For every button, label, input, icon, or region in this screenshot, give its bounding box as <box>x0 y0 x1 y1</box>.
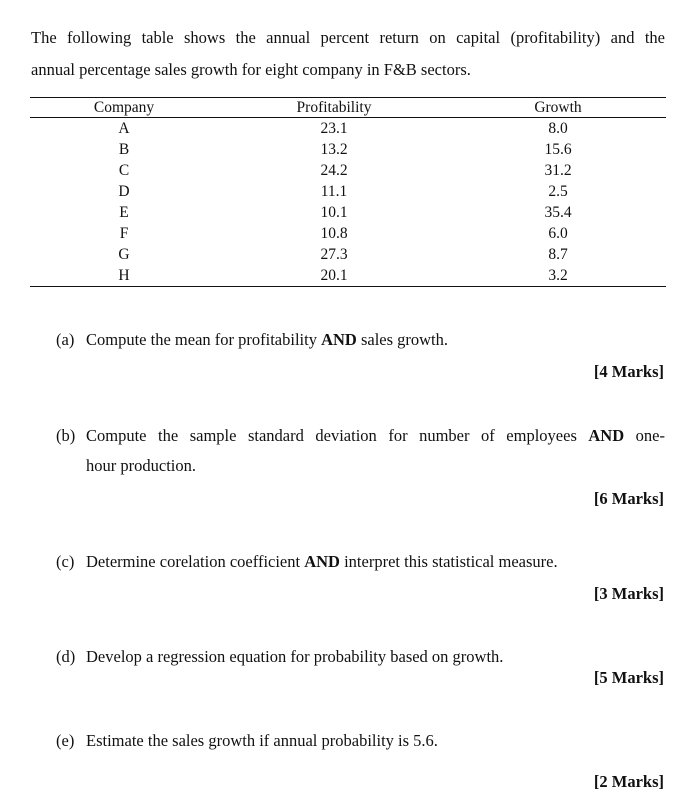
header-company: Company <box>30 98 218 118</box>
question-text: one- <box>624 426 665 445</box>
cell-growth: 6.0 <box>548 225 568 242</box>
cell-growth: 8.7 <box>548 246 568 263</box>
cell-profitability: 24.2 <box>320 162 348 179</box>
question-e <box>56 726 665 756</box>
cell-company: D <box>118 183 130 200</box>
cell-growth: 15.6 <box>544 141 572 158</box>
cell-profitability: 23.1 <box>320 120 348 137</box>
cell-growth: 31.2 <box>544 162 572 179</box>
cell-company: E <box>119 204 129 221</box>
cell-company: G <box>118 246 130 263</box>
marks-c: [3 Marks] <box>593 584 664 603</box>
marks-e: [2 Marks] <box>593 772 664 791</box>
header-growth: Growth <box>450 98 666 118</box>
question-d <box>56 642 665 672</box>
intro-line-1: The following table shows the annual percent return on capital (profitability) and the <box>31 28 665 47</box>
marks-a: [4 Marks] <box>593 362 664 381</box>
question-text: Compute the sample standard deviation for number of employees <box>86 426 589 445</box>
question-text: sales growth. <box>356 330 449 349</box>
cell-profitability: 27.3 <box>320 246 348 263</box>
cell-profitability: 20.1 <box>218 265 450 287</box>
question-label: (d) <box>56 647 76 666</box>
question-line-1 <box>56 421 665 451</box>
cell-company: A <box>118 120 130 137</box>
data-table-container <box>30 97 666 287</box>
data-table <box>30 97 666 287</box>
question-label: (c) <box>56 552 75 571</box>
question-c <box>56 547 665 577</box>
question-line-2: hour production. <box>86 456 196 475</box>
table-row <box>30 160 666 181</box>
cell-growth: 35.4 <box>544 204 572 221</box>
marks-d: [5 Marks] <box>593 668 664 687</box>
intro-line-2: annual percentage sales growth for eight company in F&B sectors. <box>31 60 471 79</box>
cell-profitability: 13.2 <box>320 141 348 158</box>
question-label: (e) <box>56 731 75 750</box>
question-text: interpret this statistical measure. <box>339 552 558 571</box>
table-row <box>30 202 666 223</box>
cell-company: C <box>118 162 130 179</box>
question-b <box>56 421 665 481</box>
question-label: (a) <box>56 330 75 349</box>
cell-profitability: 10.8 <box>320 225 348 242</box>
table-row <box>30 139 666 160</box>
table-row <box>30 181 666 202</box>
question-bold: AND <box>304 552 340 571</box>
question-text: Determine corelation coefficient <box>86 552 305 571</box>
cell-growth: 3.2 <box>450 265 666 287</box>
table-header-row <box>30 98 666 118</box>
question-text: Develop a regression equation for probability based on growth. <box>86 647 504 666</box>
table-row <box>30 118 666 140</box>
cell-company: B <box>118 141 130 158</box>
table-row <box>30 223 666 244</box>
cell-company: H <box>30 265 218 287</box>
cell-profitability: 10.1 <box>320 204 348 221</box>
question-text: Estimate the sales growth if annual probability is 5.6. <box>86 731 438 750</box>
table-row <box>30 265 666 287</box>
table-row <box>30 244 666 265</box>
question-bold: AND <box>588 426 625 445</box>
cell-growth: 8.0 <box>548 120 568 137</box>
marks-b: [6 Marks] <box>593 489 664 508</box>
question-text: Compute the mean for profitability <box>86 330 322 349</box>
intro-paragraph <box>31 22 665 86</box>
question-a <box>56 325 665 355</box>
cell-profitability: 11.1 <box>320 183 348 200</box>
question-label: (b) <box>56 426 76 445</box>
cell-growth: 2.5 <box>548 183 568 200</box>
header-profitability: Profitability <box>218 98 450 118</box>
cell-company: F <box>119 225 129 242</box>
question-bold: AND <box>321 330 357 349</box>
